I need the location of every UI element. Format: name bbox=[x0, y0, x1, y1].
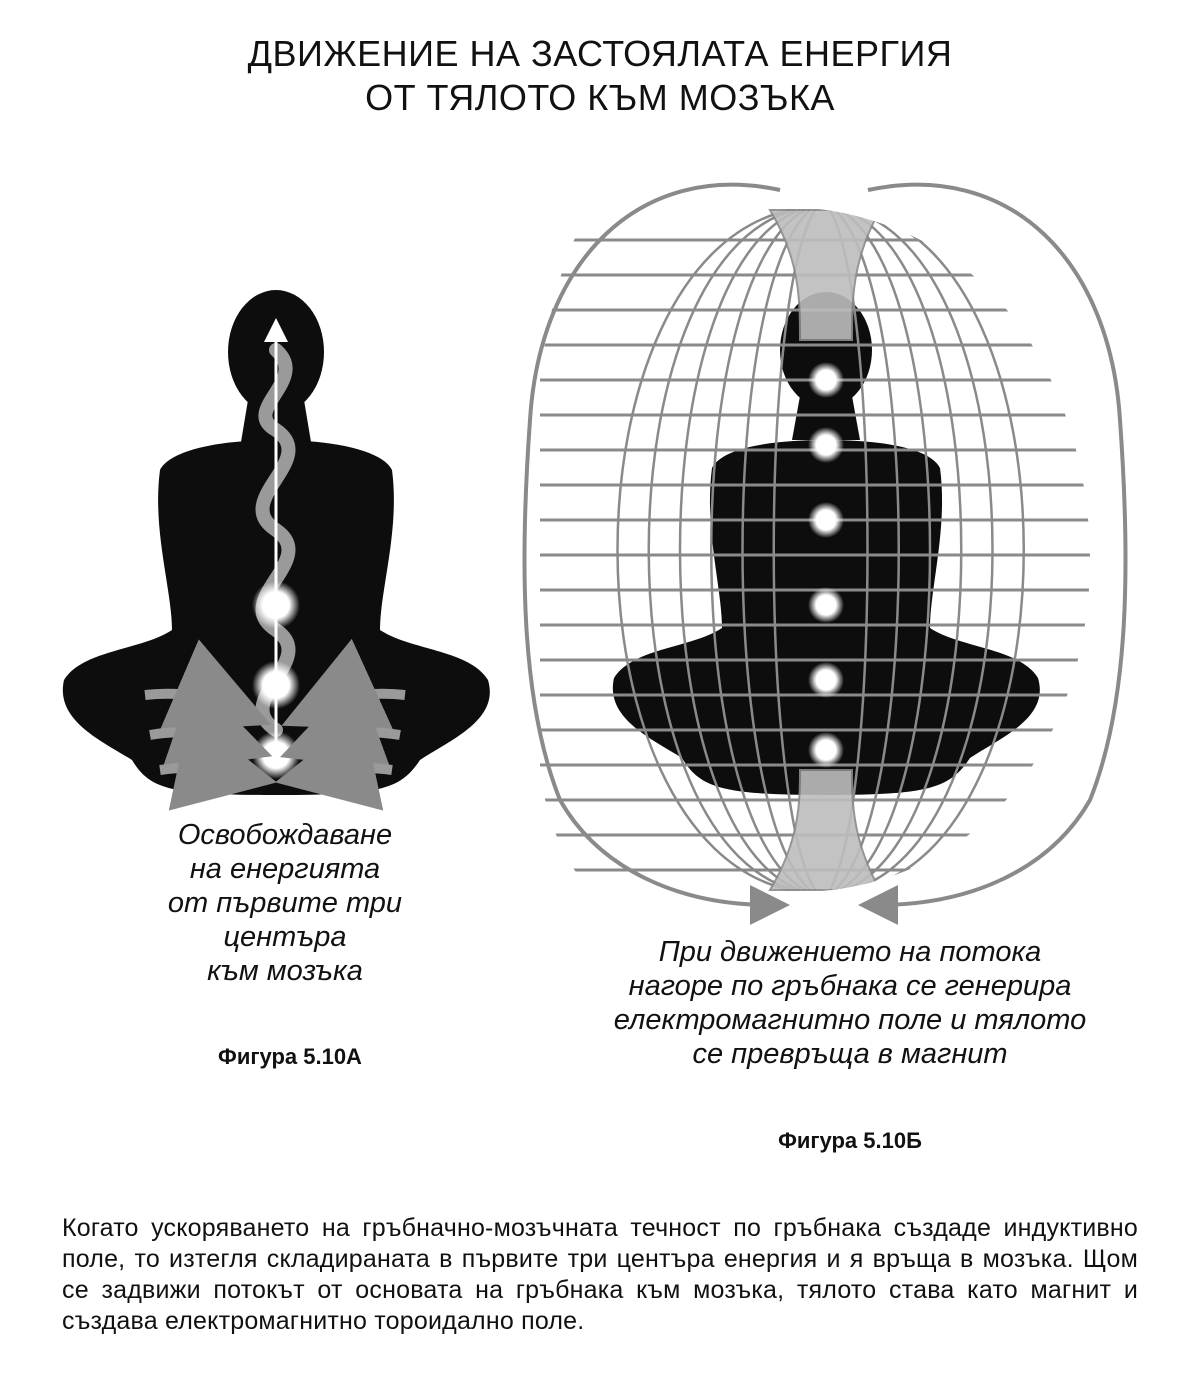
caption-a-line: Освобождаване bbox=[177, 819, 393, 851]
energy-center-2 bbox=[252, 661, 300, 709]
caption-b-line: нагоре по гръбнака се генерира bbox=[628, 970, 1072, 1002]
figure-b-label: Фигура 5.10Б bbox=[778, 1128, 922, 1153]
caption-a-line: центъра bbox=[223, 921, 347, 953]
title-line-2: ОТ ТЯЛОТО КЪМ МОЗЪКА bbox=[365, 77, 835, 118]
body-paragraph: Когато ускоряването на гръбначно-мозъчната течност по гръбнака създаде индуктивно поле, то изтегля складираната в първите три центъра енергия и я връща в мозъка. Щом се задвижи потокът от основата на гръбнака към мозъка, тялото става като магнит и създава електромагнитно тороидално поле. bbox=[62, 1214, 1138, 1335]
title-line-1: ДВИЖЕНИЕ НА ЗАСТОЯЛАТА ЕНЕРГИЯ bbox=[247, 33, 953, 74]
caption-a-line: на енергията bbox=[189, 853, 381, 885]
figure-a-caption bbox=[140, 818, 430, 988]
caption-b-line: При движението на потока bbox=[658, 936, 1042, 968]
caption-a-line: от първите три bbox=[167, 887, 403, 919]
caption-b-line: се превръща в магнит bbox=[692, 1038, 1008, 1070]
energy-center-1 bbox=[252, 731, 300, 779]
figure-a-label: Фигура 5.10А bbox=[218, 1044, 362, 1069]
caption-b-line: електромагнитно поле и тялото bbox=[613, 1004, 1087, 1036]
caption-a-line: към мозъка bbox=[207, 955, 363, 987]
energy-center-3 bbox=[252, 581, 300, 629]
figure-b-caption bbox=[570, 935, 1130, 1071]
